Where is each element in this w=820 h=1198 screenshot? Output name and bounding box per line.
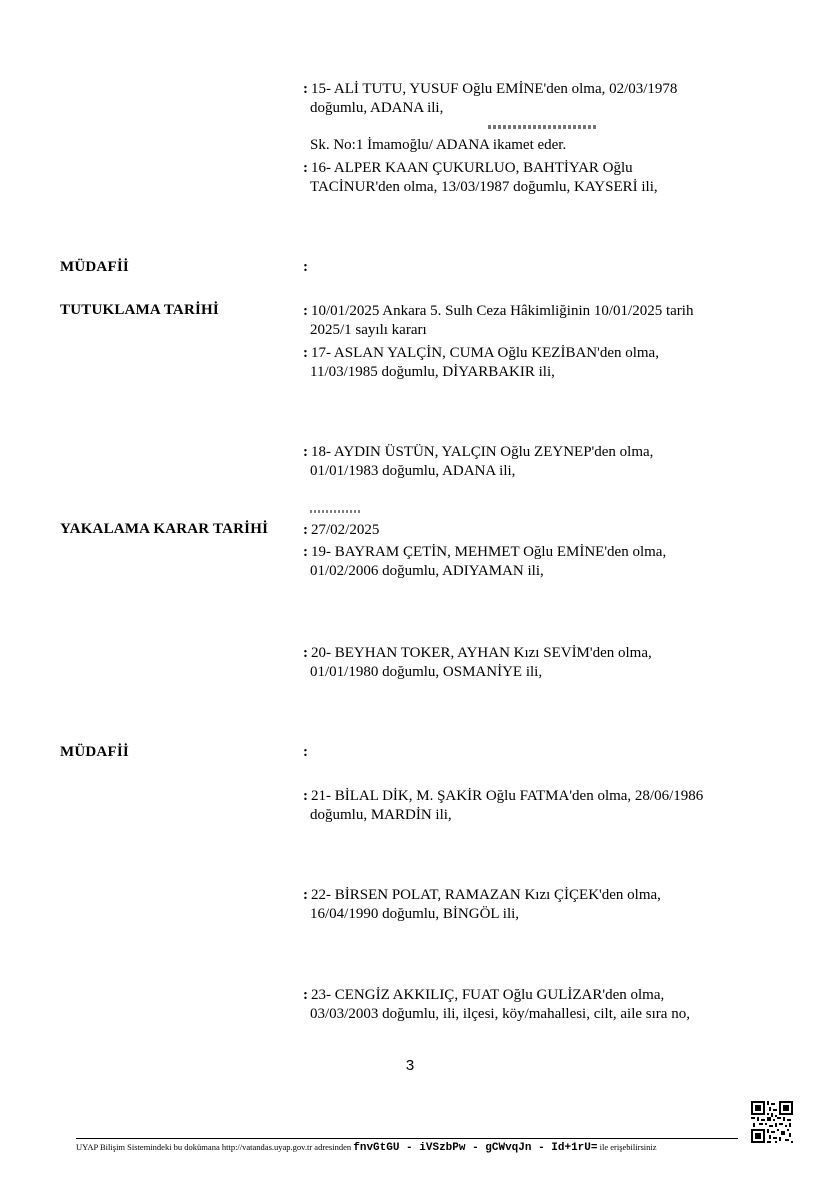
footer-text: UYAP Bilişim Sistemindeki bu dokümana http://vatandas.uyap.gov.tr adresinden [76, 1142, 352, 1152]
entry-line2: 01/01/1983 doğumlu, ADANA ili, [310, 463, 516, 479]
colon: : [303, 259, 308, 275]
entry-line2: 11/03/1985 doğumlu, DİYARBAKIR ili, [310, 364, 555, 380]
address-note: Sk. No:1 İmamoğlu/ ADANA ikamet eder. [310, 137, 567, 153]
entry-line2: TACİNUR'den olma, 13/03/1987 doğumlu, KAYSERİ ili, [310, 179, 658, 195]
entry-line1: 21- BİLAL DİK, M. ŞAKİR Oğlu FATMA'den olma, 28/06/1986 [311, 788, 704, 804]
page-number: 3 [405, 1057, 415, 1074]
colon: : [303, 788, 308, 804]
tutuklama-line1: 10/01/2025 Ankara 5. Sulh Ceza Hâkimliğinin 10/01/2025 tarih [311, 303, 694, 319]
verification-code: fnvGtGU - iVSzbPw - gCWvqJn - Id+1rU= [353, 1142, 598, 1154]
colon: : [303, 160, 308, 176]
defendant-entry-23 [303, 986, 773, 1024]
defendant-entry-19 [303, 543, 773, 581]
colon: : [303, 887, 308, 903]
faded-text-artifact [488, 125, 598, 129]
entry-line1: 18- AYDIN ÜSTÜN, YALÇIN Oğlu ZEYNEP'den olma, [311, 444, 654, 460]
entry-line2: 01/02/2006 doğumlu, ADIYAMAN ili, [310, 563, 544, 579]
defendant-entry-18 [303, 443, 773, 481]
entry-line1: 15- ALİ TUTU, YUSUF Oğlu EMİNE'den olma, 02/03/1978 [311, 81, 678, 97]
colon: : [303, 645, 308, 661]
entry-line1: 23- CENGİZ AKKILIÇ, FUAT Oğlu GULİZAR'den olma, [311, 987, 665, 1003]
defendant-entry-22 [303, 886, 773, 924]
defendant-entry-17 [303, 344, 773, 382]
footer-verification [76, 1142, 657, 1154]
qr-code-icon [751, 1101, 793, 1143]
tutuklama-value [303, 302, 773, 340]
colon: : [303, 987, 308, 1003]
entry-line2: 01/01/1980 doğumlu, OSMANİYE ili, [310, 664, 543, 680]
label-yakalama-karar-tarihi: YAKALAMA KARAR TARİHİ [60, 521, 269, 537]
entry-line2: 03/03/2003 doğumlu, ili, ilçesi, köy/mahallesi, cilt, aile sıra no, [310, 1006, 690, 1022]
entry-line2: doğumlu, ADANA ili, [310, 100, 444, 116]
entry-line2: 16/04/1990 doğumlu, BİNGÖL ili, [310, 906, 520, 922]
entry-line1: 17- ASLAN YALÇİN, CUMA Oğlu KEZİBAN'den olma, [311, 345, 659, 361]
tutuklama-line2: 2025/1 sayılı kararı [310, 322, 427, 338]
label-mudafii: MÜDAFİİ [60, 744, 129, 760]
entry-line1: 20- BEYHAN TOKER, AYHAN Kızı SEVİM'den olma, [311, 645, 652, 661]
colon: : [303, 345, 308, 361]
colon: : [303, 744, 308, 760]
colon: : [303, 544, 308, 560]
defendant-entry-15 [303, 80, 773, 118]
yakalama-value [303, 521, 773, 540]
colon: : [303, 444, 308, 460]
entry-line1: 19- BAYRAM ÇETİN, MEHMET Oğlu EMİNE'den olma, [311, 544, 667, 560]
faded-text-artifact [310, 510, 362, 513]
footer-divider [76, 1138, 738, 1139]
colon: : [303, 522, 308, 538]
label-mudafii: MÜDAFİİ [60, 259, 129, 275]
yakalama-date: 27/02/2025 [311, 522, 380, 538]
footer-text-end: ile erişebilirsiniz [599, 1142, 657, 1152]
defendant-entry-21 [303, 787, 773, 825]
label-tutuklama-tarihi: TUTUKLAMA TARİHİ [60, 302, 219, 318]
entry-line1: 22- BİRSEN POLAT, RAMAZAN Kızı ÇİÇEK'den olma, [311, 887, 661, 903]
colon: : [303, 303, 308, 319]
defendant-entry-16 [303, 159, 773, 197]
colon: : [303, 81, 308, 97]
entry-line1: 16- ALPER KAAN ÇUKURLUO, BAHTİYAR Oğlu [311, 160, 633, 176]
entry-line2: doğumlu, MARDİN ili, [310, 807, 452, 823]
defendant-entry-20 [303, 644, 773, 682]
